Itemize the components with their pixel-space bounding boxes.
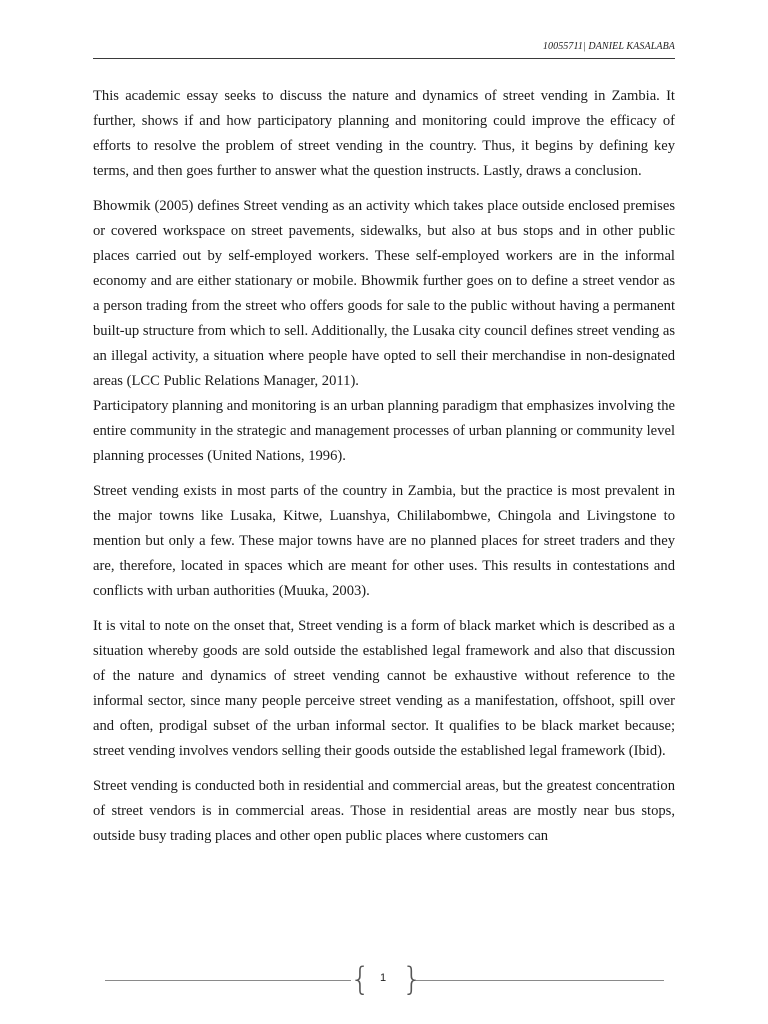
paragraph-vending-locations: Street vending is conducted both in residential and commercial areas, but the greatest concentration of street vendors is in commercial areas. Those in residential areas are mostly near bus stops, outside busy trading places and other open public places where customers can (93, 778, 675, 844)
header-rule (93, 58, 675, 59)
page-number: 1 (379, 972, 387, 984)
running-header: 10055711| DANIEL KASALABA (542, 41, 675, 52)
footer-rule-left (105, 980, 351, 981)
paragraph-street-vending-definition: Bhowmik (2005) defines Street vending as an activity which takes place outside enclosed premises or covered workspace on street pavements, sidewalks, but also at bus stops and in other public places carried out by self-employed workers. These self-employed workers are in the informal economy and are either stationary or mobile. Bhowmik further goes on to define a street vendor as a person trading from the street who offers goods for sale to the public without having a permanent built-up structure from which to sell. Additionally, the Lusaka city council defines street vending as an illegal activity, a situation where people have opted to sell their merchandise in non-designated areas (LCC Public Relations Manager, 2011). (93, 198, 675, 389)
paragraph-street-vending-prevalence: Street vending exists in most parts of the country in Zambia, but the practice is most prevalent in the major towns like Lusaka, Kitwe, Luanshya, Chililabombwe, Chingola and Livingstone to mention but only a few. These major towns have are no planned places for street traders and they are, therefore, located in spaces which are meant for other uses. This results in contestations and conflicts with urban authorities (Muuka, 2003). (93, 483, 675, 599)
paragraph-participatory-planning-definition: Participatory planning and monitoring is an urban planning paradigm that emphasizes involving the entire community in the strategic and management processes of urban planning or community level planning processes (United Nations, 1996). (93, 398, 676, 464)
paragraph-introduction: This academic essay seeks to discuss the nature and dynamics of street vending in Zambia. It further, shows if and how participatory planning and monitoring could improve the efficacy of efforts to resolve the problem of street vending in the country. Thus, it begins by defining key terms, and then goes further to answer what the question instructs. Lastly, draws a conclusion. (93, 88, 675, 179)
page-number-bracket-right: } (402, 960, 423, 998)
document-body (93, 84, 675, 849)
paragraph-black-market: It is vital to note on the onset that, Street vending is a form of black market which is described as a situation whereby goods are sold outside the established legal framework and also that discussion of the nature and dynamics of street vending cannot be exhaustive without reference to the informal sector, since many people perceive street vending as a manifestation, offshoot, spill over and often, prodigal subset of the urban informal sector. It qualifies to be black market because; street vending involves vendors selling their goods outside the established legal framework (Ibid). (93, 618, 675, 759)
footer-rule-right (416, 980, 664, 981)
page-number-bracket-left: { (350, 960, 371, 998)
